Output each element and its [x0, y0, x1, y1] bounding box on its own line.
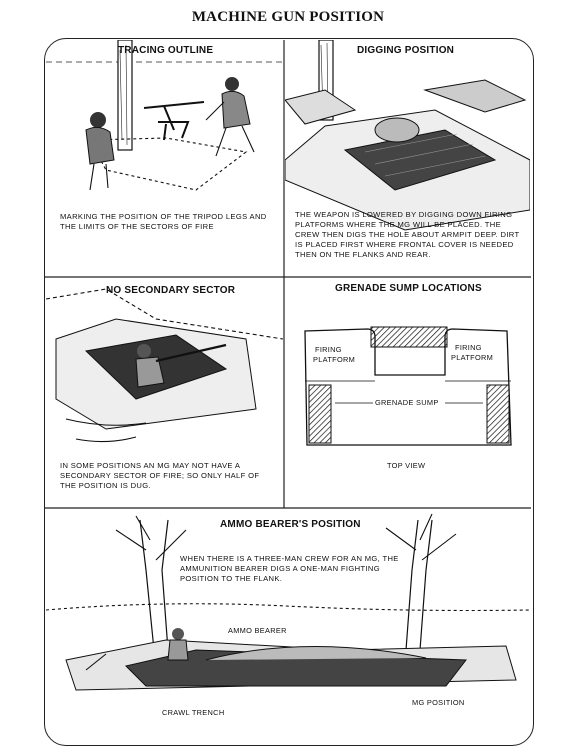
panel-ammo-bearers-position — [46, 510, 530, 742]
panel-grenade-sump-locations — [285, 279, 530, 507]
grenade-sump-label: GRENADE SUMP — [375, 398, 439, 407]
right-platform-label-2: PLATFORM — [451, 353, 494, 362]
tracing-outline-caption: MARKING THE POSITION OF THE TRIPOD LEGS AND THE LIMITS OF THE SECTORS OF FIRE — [60, 212, 267, 231]
ammo-bearer-caption: WHEN THERE IS A THREE-MAN CREW FOR AN MG, THE AMMUNITION BEARER DIGS A ONE-MAN FIGHTING POSITION TO THE FLANK. — [180, 554, 399, 583]
grenade-sump-diagram — [285, 279, 530, 507]
no-secondary-sector-caption: IN SOME POSITIONS AN MG MAY NOT HAVE A SECONDARY SECTOR OF FIRE; SO ONLY HALF OF THE POSITION IS DUG. — [60, 461, 260, 490]
page-title: MACHINE GUN POSITION — [191, 9, 385, 25]
tracing-outline-title: TRACING OUTLINE — [118, 45, 214, 56]
digging-position-caption: THE WEAPON IS LOWERED BY DIGGING DOWN FIRING PLATFORMS WHERE THE MG WILL BE PLACED. THE CREW THEN DIGS THE HOLE ABOUT ARMPIT DEEP. DIRT IS PLACED FIRST WHERE FRONTAL COVER IS NEEDED THEN ON THE FLANKS AND REAR. — [295, 210, 520, 259]
tracing-outline-illustration — [46, 40, 283, 276]
ammo-bearer-illustration — [46, 510, 530, 742]
crawl-trench-label: CRAWL TRENCH — [162, 708, 225, 717]
panel-digging-position — [285, 40, 530, 276]
right-platform-label-1: FIRING — [455, 343, 482, 352]
panel-no-secondary-sector — [46, 279, 283, 507]
left-platform-label-2: PLATFORM — [313, 355, 356, 364]
digging-position-title: DIGGING POSITION — [357, 45, 455, 56]
ammo-bearer-label: AMMO BEARER — [228, 626, 287, 635]
left-platform-label-1: FIRING — [315, 345, 342, 354]
panel-tracing-outline — [46, 40, 283, 276]
ammo-bearer-title: AMMO BEARER'S POSITION — [220, 519, 361, 530]
grenade-sump-title: GRENADE SUMP LOCATIONS — [335, 283, 482, 294]
top-view-label: TOP VIEW — [387, 461, 426, 470]
mg-position-label: MG POSITION — [412, 698, 465, 707]
no-secondary-sector-title: NO SECONDARY SECTOR — [106, 285, 236, 296]
